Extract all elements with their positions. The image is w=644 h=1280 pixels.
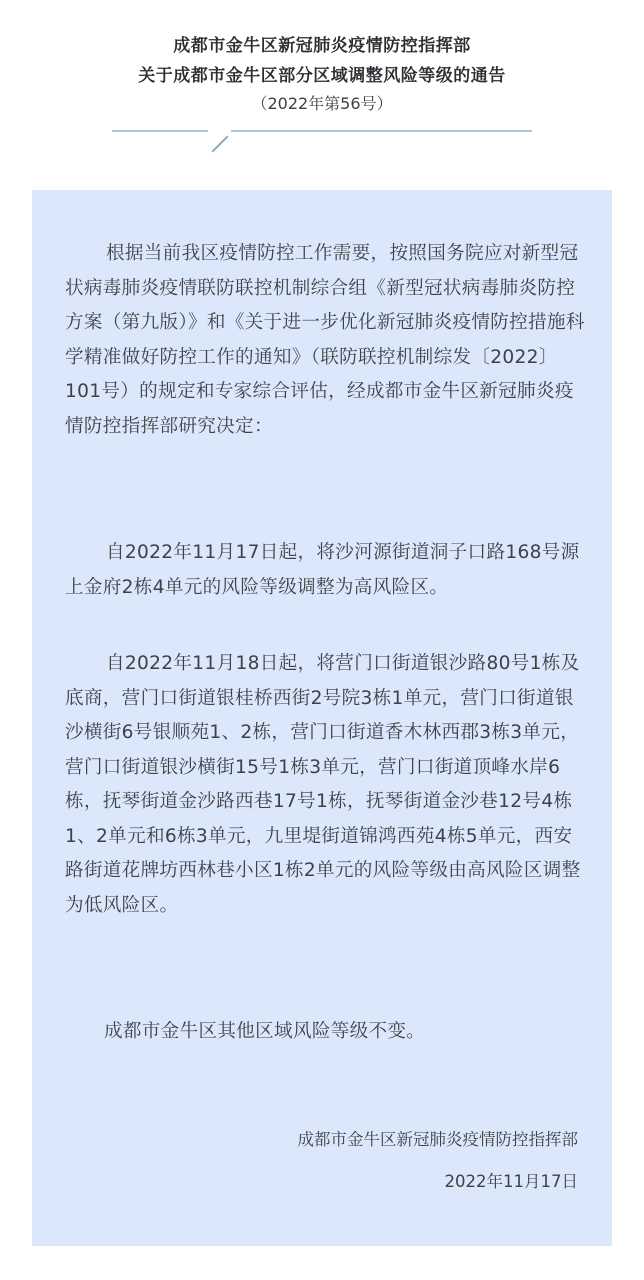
signature-date: 2022年11月17日: [444, 1172, 578, 1191]
paragraph-low-risk: [65, 647, 585, 923]
paragraph-other-areas: 成都市金牛区其他区域风险等级不变。: [104, 1021, 426, 1042]
paragraph-high-risk: [65, 536, 585, 605]
title-issuer: 成都市金牛区新冠肺炎疫情防控指挥部: [173, 36, 471, 56]
paragraph-basis: [65, 237, 585, 444]
paragraph-text: 自2022年11月17日起，将沙河源街道洞子口路168号源上金府2栋4单元的风险等级调整为高风险区。: [65, 542, 580, 598]
paragraph-text: 根据当前我区疫情防控工作需要，按照国务院应对新型冠状病毒肺炎疫情联防联控机制综合组《新型冠状病毒肺炎防控方案（第九版）》和《关于进一步优化新冠肺炎疫情防控措施科学精准做好防控工作的通知》（联防联控机制综发〔2022〕101号）的规定和专家综合评估，经成都市金牛区新冠肺炎疫情防控指挥部研究决定：: [65, 243, 585, 437]
divider-line-left: [112, 130, 208, 132]
document-number: （2022年第56号）: [251, 94, 393, 113]
divider-line-right: [231, 130, 532, 132]
paragraph-text: 自2022年11月18日起，将营门口街道银沙路80号1栋及底商，营门口街道银桂桥西街2号院3栋1单元，营门口街道银沙横街6号银顺苑1、2栋，营门口街道香木林西郡3栋3单元，营门口街道银沙横街15号1栋3单元，营门口街道顶峰水岸6栋，抚琴街道金沙路西巷17号1栋，抚琴街道金沙巷12号4栋1、2单元和6栋3单元，九里堤街道锦鸿西苑4栋5单元，西安路街道花牌坊西林巷小区1栋2单元的风险等级由高风险区调整为低风险区。: [65, 653, 581, 916]
divider-slash: [212, 136, 229, 153]
signature-organization: 成都市金牛区新冠肺炎疫情防控指挥部: [297, 1130, 578, 1149]
title-subject: 关于成都市金牛区部分区域调整风险等级的通告: [138, 66, 506, 86]
